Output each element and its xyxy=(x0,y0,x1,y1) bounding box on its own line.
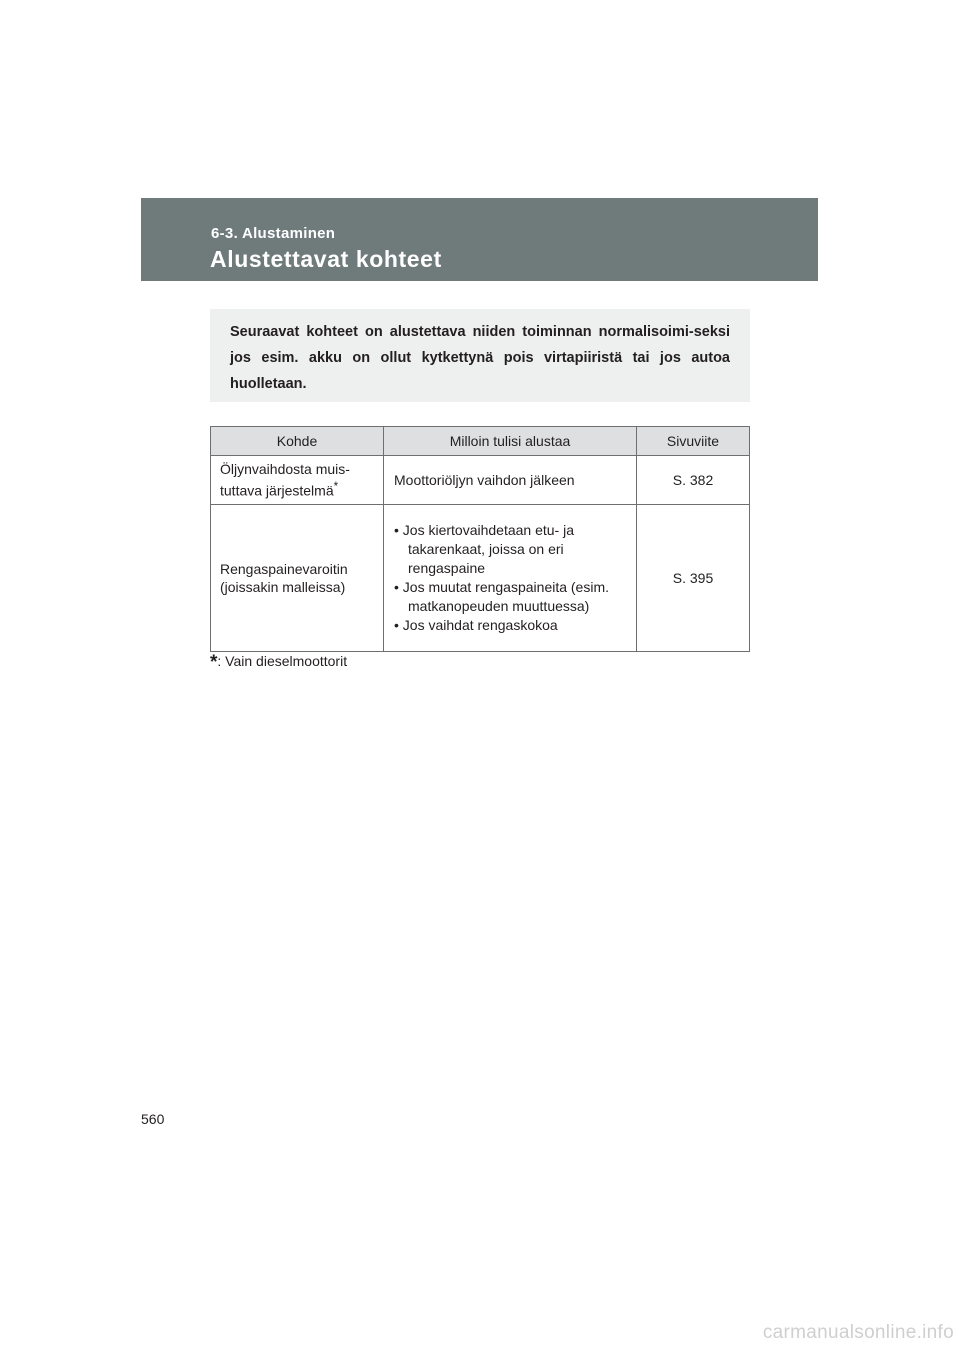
page-title: Alustettavat kohteet xyxy=(210,246,442,272)
list-item: • Jos vaihdat rengaskokoa xyxy=(394,616,636,635)
item-cell: Rengaspainevaroitin (joissakin malleissa) xyxy=(211,505,384,652)
footnote xyxy=(210,652,347,674)
intro-box xyxy=(210,309,750,402)
page-number: 560 xyxy=(141,1111,165,1127)
table-row xyxy=(211,505,750,652)
list-item: • Jos muutat rengaspaineita (esim. matkanopeuden muuttuessa) xyxy=(394,578,636,616)
when-cell: Moottoriöljyn vaihdon jälkeen xyxy=(384,456,637,505)
intro-text: Seuraavat kohteet on alustettava niiden toiminnan normalisoimi-seksi jos esim. akku on ollut kytkettynä pois virtapiiristä tai jos autoa huolletaan. xyxy=(230,324,730,392)
col-header-page: Sivuviite xyxy=(637,427,750,456)
item-name: Öljynvaihdosta muis-tuttava järjestelmä xyxy=(220,461,350,499)
footnote-asterisk: * xyxy=(210,652,218,673)
table-row xyxy=(211,456,750,505)
list-item: • Jos kiertovaihdetaan etu- ja takarenkaat, joissa on eri rengaspaine xyxy=(394,521,636,578)
reset-items-table xyxy=(210,426,750,652)
page-ref-cell: S. 382 xyxy=(637,456,750,505)
item-cell xyxy=(211,456,384,505)
when-list xyxy=(394,521,636,635)
footnote-text: : Vain dieselmoottorit xyxy=(217,653,348,669)
section-label: 6-3. Alustaminen xyxy=(211,225,336,242)
table-header-row xyxy=(211,427,750,456)
when-cell xyxy=(384,505,637,652)
footnote-mark: * xyxy=(333,480,339,494)
col-header-item: Kohde xyxy=(211,427,384,456)
section-header xyxy=(141,198,818,281)
page-ref-cell: S. 395 xyxy=(637,505,750,652)
col-header-when: Milloin tulisi alustaa xyxy=(384,427,637,456)
watermark-text: carmanualsonline.info xyxy=(762,1322,954,1343)
